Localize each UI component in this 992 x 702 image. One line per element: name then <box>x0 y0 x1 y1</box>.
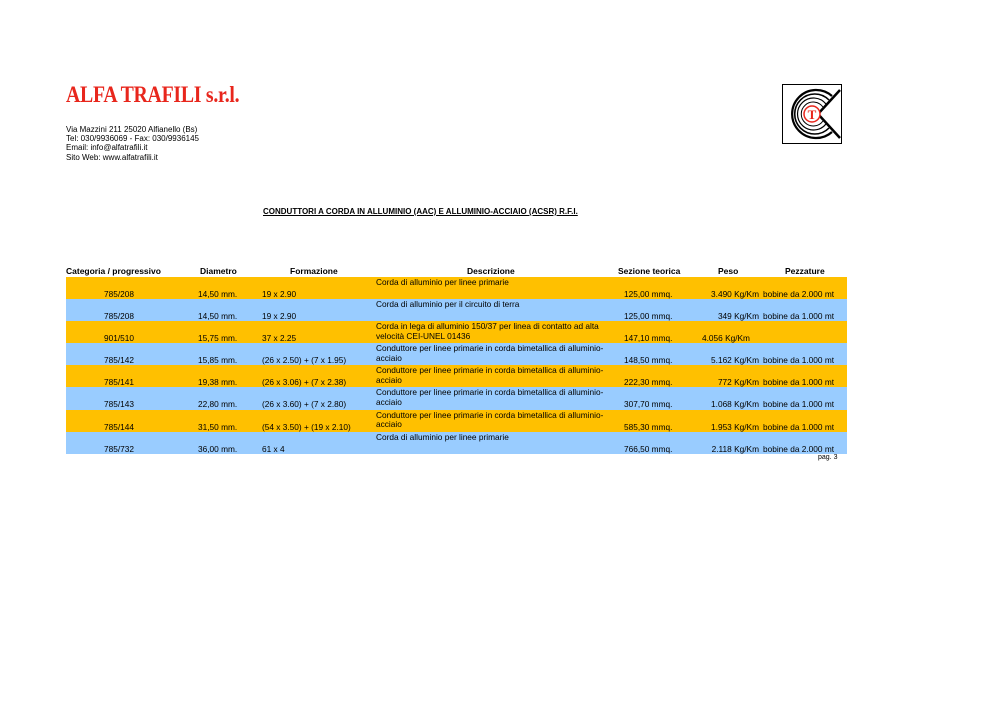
company-contacts <box>66 125 199 162</box>
cell-categoria: 785/144 <box>104 421 134 432</box>
header-descrizione: Descrizione <box>467 266 515 276</box>
cell-diametro: 15,85 mm. <box>198 355 238 366</box>
cell-diametro: 22,80 mm. <box>198 399 238 410</box>
cell-pezzature: bobine da 2.000 mt <box>763 443 835 454</box>
cell-descrizione: Conduttore per linee primarie in corda bimetallica di alluminio-acciaio <box>376 409 604 430</box>
cell-descrizione: Corda di alluminio per il circuito di terra <box>376 299 520 310</box>
cell-peso: 3.490 Kg/Km <box>711 289 759 299</box>
cell-sezione: 125,00 mmq. <box>624 311 673 322</box>
logo-letter: T <box>807 107 817 122</box>
cell-pezzature: bobine da 1.000 mt <box>763 355 835 366</box>
header-sezione: Sezione teorica <box>618 266 681 276</box>
header-pezzature: Pezzature <box>785 266 825 276</box>
cell-categoria: 785/208 <box>104 289 134 299</box>
cell-sezione: 222,30 mmq. <box>624 377 673 388</box>
header-categoria: Categoria / progressivo <box>66 266 161 276</box>
cell-sezione: 125,00 mmq. <box>624 289 673 299</box>
cell-peso: 1.953 Kg/Km <box>711 421 759 432</box>
header-peso: Peso <box>718 266 739 276</box>
cell-categoria: 785/143 <box>104 399 134 410</box>
table-row <box>66 410 847 432</box>
cell-categoria: 785/142 <box>104 355 134 366</box>
header-diametro: Diametro <box>200 266 237 276</box>
cell-formazione: (26 x 3.60) + (7 x 2.80) <box>262 399 347 410</box>
cell-diametro: 31,50 mm. <box>198 421 238 432</box>
cell-formazione: 37 x 2.25 <box>262 333 297 344</box>
table-row <box>66 365 847 387</box>
cell-diametro: 14,50 mm. <box>198 311 238 322</box>
cell-pezzature: bobine da 1.000 mt <box>763 377 835 388</box>
cell-formazione: (26 x 2.50) + (7 x 1.95) <box>262 355 347 366</box>
cell-formazione: 19 x 2.90 <box>262 289 297 299</box>
cell-sezione: 307,70 mmq. <box>624 399 673 410</box>
table-row <box>66 343 847 365</box>
document-title: CONDUTTORI A CORDA IN ALLUMINIO (AAC) E ALLUMINIO-ACCIAIO (ACSR) R.F.I. <box>263 207 578 216</box>
cell-sezione: 148,50 mmq. <box>624 355 673 366</box>
cell-categoria: 785/141 <box>104 377 134 388</box>
cell-categoria: 785/732 <box>104 443 134 454</box>
page-number: pag. 3 <box>818 454 838 461</box>
product-table <box>66 277 847 454</box>
cell-pezzature: bobine da 1.000 mt <box>763 421 835 432</box>
cell-categoria: 901/510 <box>104 333 134 344</box>
cell-descrizione: Conduttore per linee primarie in corda bimetallica di alluminio-acciaio <box>376 343 604 364</box>
table-row <box>66 321 847 343</box>
cell-categoria: 785/208 <box>104 311 134 322</box>
cell-peso: 772 Kg/Km <box>717 377 759 388</box>
table-row <box>66 432 847 454</box>
cell-formazione: (54 x 3.50) + (19 x 2.10) <box>262 421 351 432</box>
cell-pezzature: bobine da 2.000 mt <box>763 289 835 299</box>
cell-diametro: 15,75 mm. <box>198 333 238 344</box>
company-name: ALFA TRAFILI s.r.l. <box>66 82 240 107</box>
cell-descrizione: Corda di alluminio per linee primarie <box>376 277 509 287</box>
cell-descrizione: Conduttore per linee primarie in corda bimetallica di alluminio-acciaio <box>376 365 604 386</box>
header-formazione: Formazione <box>290 266 338 276</box>
table-row <box>66 277 847 299</box>
cell-descrizione: Corda in lega di alluminio 150/37 per linea di contatto ad alta velocità CEI-UNEL 01436 <box>376 321 599 341</box>
cell-sezione: 766,50 mmq. <box>624 443 673 454</box>
company-logo <box>782 84 842 144</box>
cell-peso: 4.056 Kg/Km <box>702 333 750 344</box>
cell-diametro: 19,38 mm. <box>198 377 238 388</box>
company-phone: Tel: 030/9936069 - Fax: 030/9936145 <box>66 134 199 144</box>
cell-pezzature: bobine da 1.000 mt <box>763 311 835 322</box>
cell-sezione: 147,10 mmq. <box>624 333 673 344</box>
cell-diametro: 36,00 mm. <box>198 443 238 454</box>
cell-descrizione: Conduttore per linee primarie in corda bimetallica di alluminio-acciaio <box>376 387 604 408</box>
cell-pezzature: bobine da 1.000 mt <box>763 399 835 410</box>
cell-peso: 1.068 Kg/Km <box>711 399 759 410</box>
table-row <box>66 387 847 409</box>
cell-descrizione: Corda di alluminio per linee primarie <box>376 431 509 442</box>
cell-formazione: 19 x 2.90 <box>262 311 297 322</box>
company-email: Email: info@alfatrafili.it <box>66 143 148 153</box>
cell-peso: 5.162 Kg/Km <box>711 355 759 366</box>
cell-peso: 349 Kg/Km <box>717 311 759 322</box>
company-web: Sito Web: www.alfatrafili.it <box>66 152 158 162</box>
cell-sezione: 585,30 mmq. <box>624 421 673 432</box>
cell-peso: 2.118 Kg/Km <box>711 443 759 454</box>
company-address: Via Mazzini 211 25020 Alfianello (Bs) <box>66 125 198 134</box>
cell-formazione: (26 x 3.06) + (7 x 2.38) <box>262 377 347 388</box>
table-row <box>66 299 847 321</box>
cell-formazione: 61 x 4 <box>262 443 285 454</box>
cell-diametro: 14,50 mm. <box>198 289 238 299</box>
